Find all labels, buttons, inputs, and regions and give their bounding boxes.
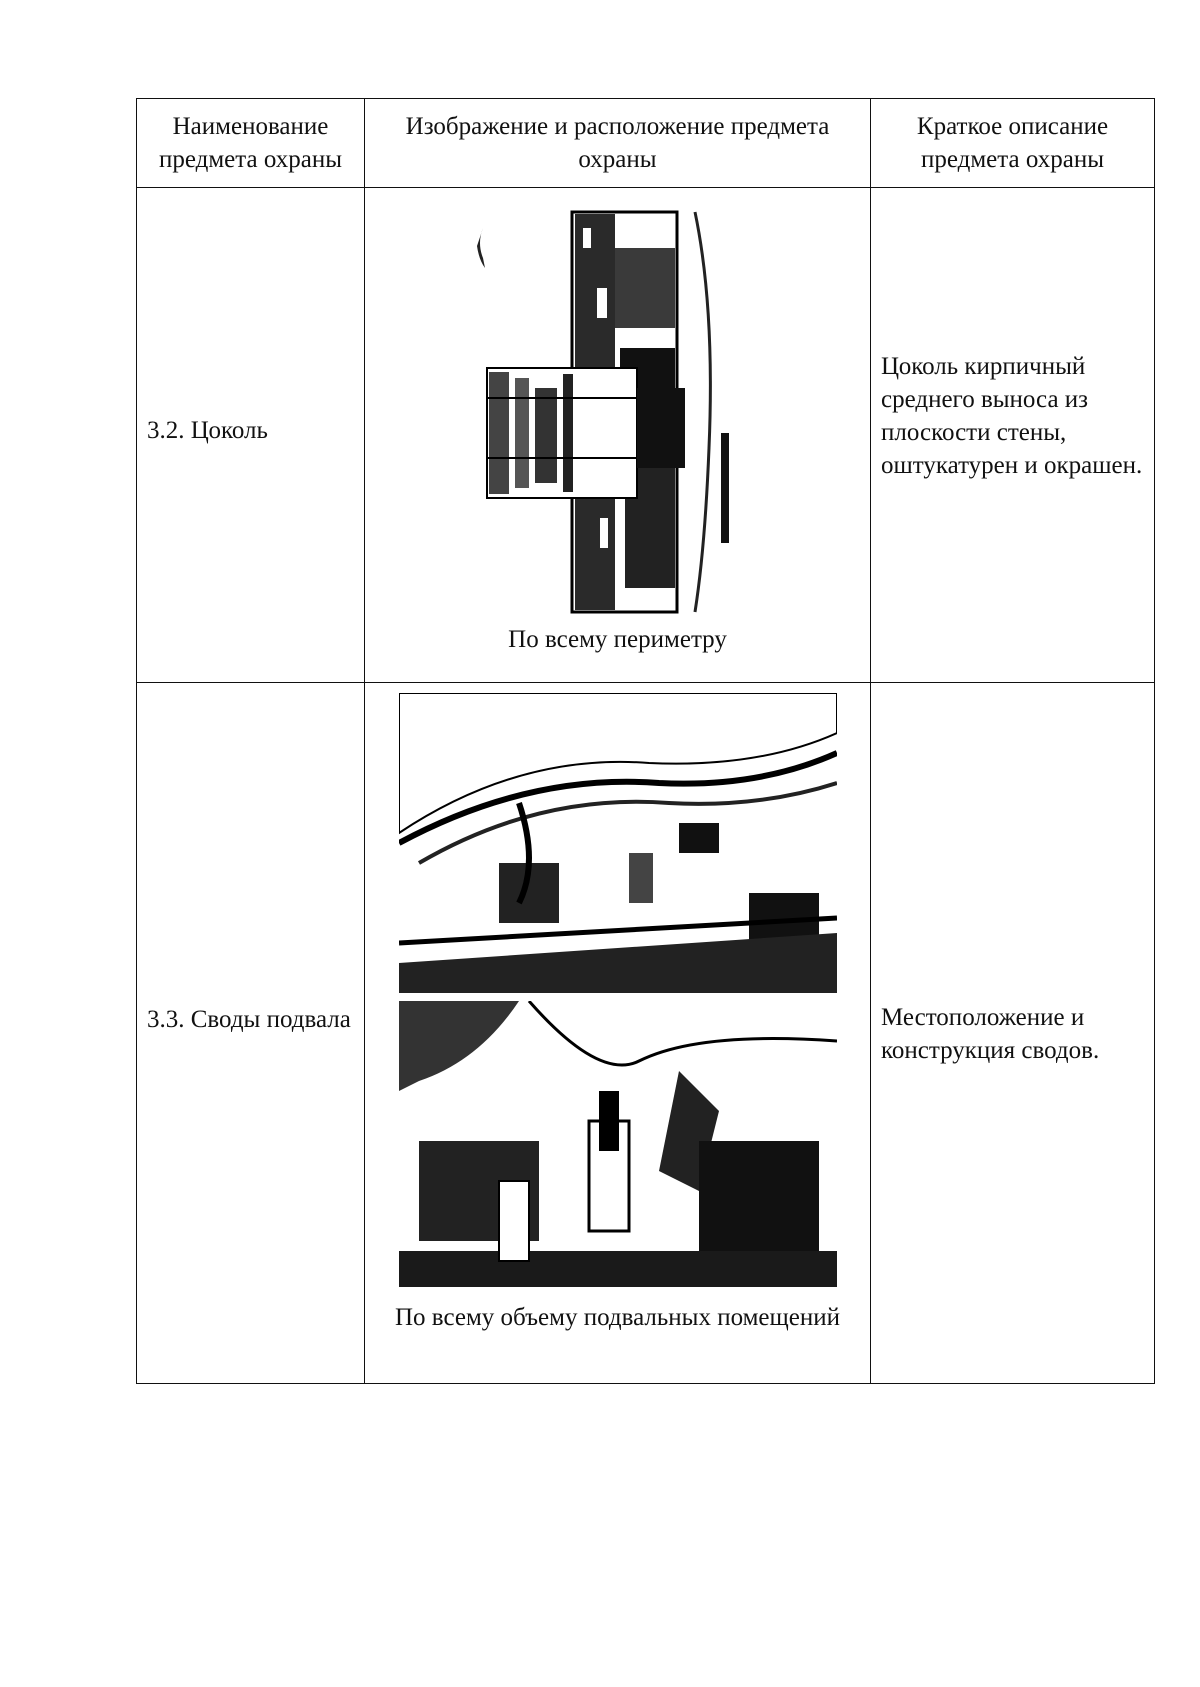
row-description-cell	[871, 683, 1155, 1384]
plinth-photo	[365, 188, 871, 682]
item-description: Местоположение и конструкция сводов.	[881, 1004, 1100, 1064]
basement-vault-photo-2	[399, 1001, 837, 1287]
header-name: Наименование предмета охраны	[137, 99, 365, 188]
header-description: Краткое описание предмета охраны	[871, 99, 1155, 188]
protected-items-table	[136, 98, 1155, 1384]
item-name: 3.3. Своды подвала	[147, 1006, 351, 1033]
row-name-cell	[137, 683, 365, 1384]
row-image-cell	[365, 683, 871, 1384]
item-description: Цоколь кирпичный среднего выноса из плоскости стены, оштукатурен и окрашен.	[881, 353, 1143, 479]
row-image-cell	[365, 188, 871, 683]
row-description-cell	[871, 188, 1155, 683]
table-row	[137, 188, 1155, 683]
item-name: 3.2. Цоколь	[147, 417, 268, 444]
image-caption: По всему объему подвальных помещений	[395, 1304, 840, 1331]
row-name-cell	[137, 188, 365, 683]
header-row	[137, 99, 1155, 188]
image-caption: По всему периметру	[508, 626, 727, 653]
header-image: Изображение и расположение предмета охраны	[365, 99, 871, 188]
table-row	[137, 683, 1155, 1384]
basement-vault-photo-1	[399, 693, 837, 993]
